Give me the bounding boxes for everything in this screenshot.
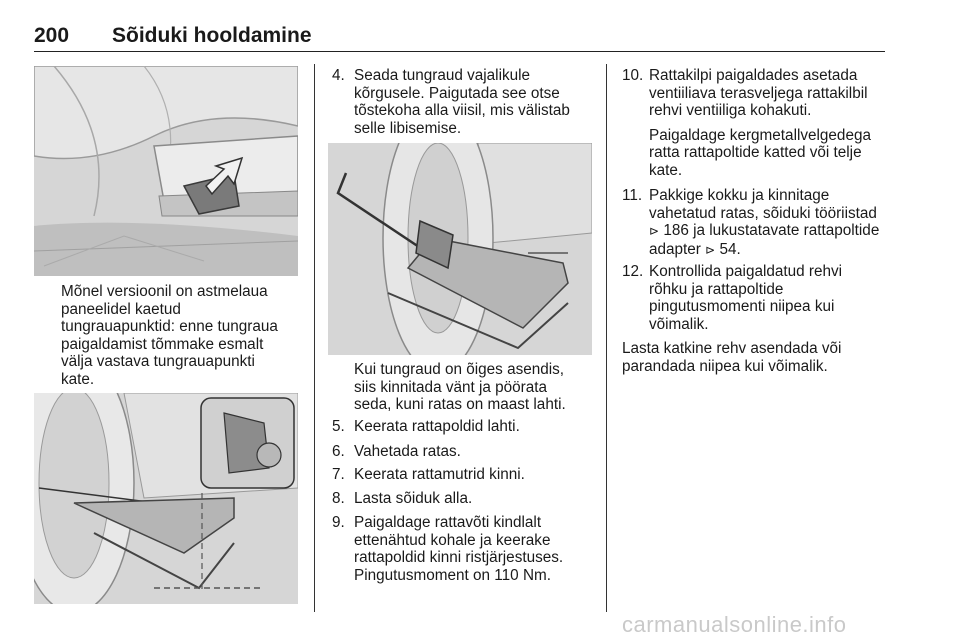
- header-divider: [34, 51, 885, 52]
- col3-closing-paragraph: Lasta katkine rehv asendada või parandada niipea kui võimalik.: [622, 340, 842, 375]
- page-reference-arrow-icon: ⊳: [705, 242, 716, 257]
- figure-jack-crank: [328, 143, 592, 355]
- col2-after-figure-text: Kui tungraud on õiges asendis, siis kinnitada vänt ja pöörata seda, kuni ratas on maast lahti.: [354, 361, 566, 414]
- step-10-note: Paigaldage kergmetallvelgedega ratta rattapoltide katted või telje kate.: [649, 126, 871, 179]
- col1-paragraph: Mõnel versioonil on astmelaua paneelidel kaetud tungrauapunktid: enne tungraua paigaldamist tõmmake esmalt välja vastava tungrauapunkti kate.: [61, 283, 278, 388]
- page-reference-arrow-icon: ⊳: [649, 224, 660, 239]
- page-title: Sõiduki hooldamine: [112, 24, 312, 47]
- column-divider-1: [314, 64, 315, 612]
- figure-jack-point-cover: [34, 66, 298, 276]
- page-reference-link[interactable]: 54.: [719, 240, 741, 258]
- page-number: 200: [34, 24, 70, 47]
- watermark: carmanualsonline.info: [622, 612, 847, 637]
- column-divider-2: [606, 64, 607, 612]
- figure-jack-position-inset: [34, 393, 298, 604]
- page-reference-link[interactable]: 186: [663, 222, 689, 240]
